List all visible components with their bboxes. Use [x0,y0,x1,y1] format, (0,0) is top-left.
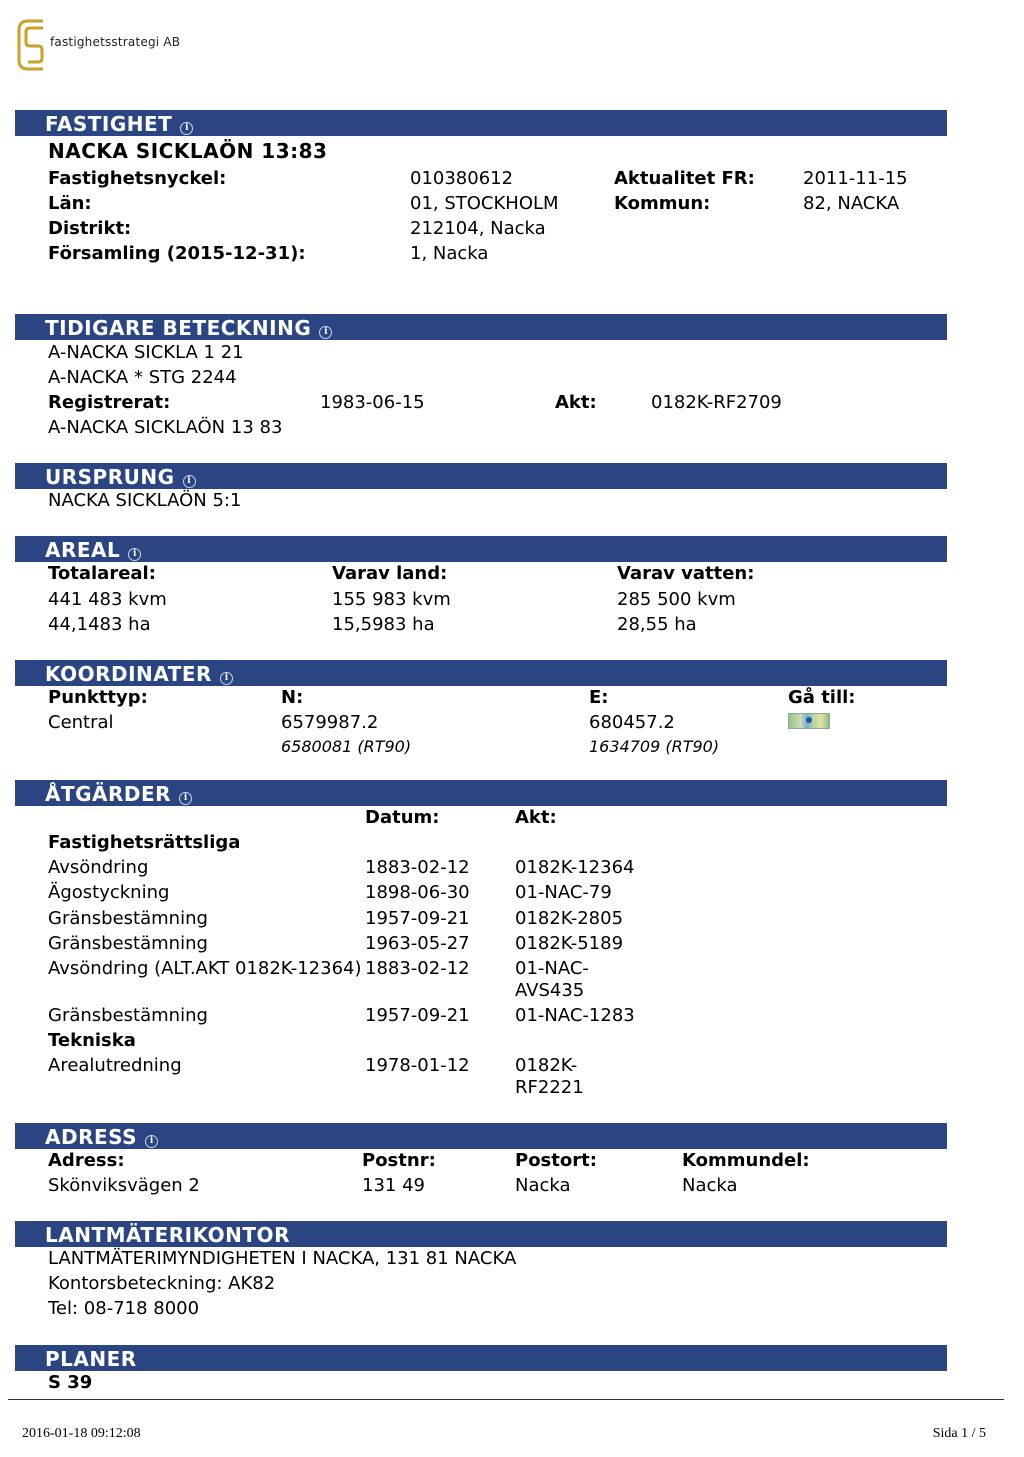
kommundel-value: Nacka [682,1175,738,1196]
tidigare-line-3: A-NACKA SICKLAÖN 13 83 [48,417,283,438]
nyckel-value: 010380612 [410,168,514,189]
vatten-kvm: 285 500 kvm [617,589,736,610]
nyckel-label: Fastighetsnyckel: [48,168,227,189]
registrerat-value: 1983-06-15 [320,392,425,413]
footer-page-number: Sida 1 / 5 [932,1426,986,1441]
forsamling-label: Församling (2015-12-31): [48,243,306,264]
info-icon[interactable]: i [179,792,192,805]
group-tekniska: Tekniska [48,1030,136,1051]
info-icon[interactable]: i [220,672,233,685]
adress-label: Adress: [48,1150,125,1171]
logo-mark-icon [16,18,48,72]
section-header-tidigare [15,314,947,340]
atgard-name: Arealutredning [48,1055,182,1076]
postnr-value: 131 49 [362,1175,425,1196]
vatten-ha: 28,55 ha [617,614,697,635]
aktualitet-value: 2011-11-15 [803,168,908,189]
kommundel-label: Kommundel: [682,1150,810,1171]
distrikt-label: Distrikt: [48,218,132,239]
section-header-areal [15,536,947,562]
forsamling-value: 1, Nacka [410,243,489,264]
section-header-atgarder [15,780,947,806]
section-title: TIDIGARE BETECKNING [45,316,312,340]
vatten-label: Varav vatten: [617,563,755,584]
section-header-adress [15,1123,947,1149]
atgard-akt-continued: RF2221 [515,1077,584,1098]
land-kvm: 155 983 kvm [332,589,451,610]
section-title: LANTMÄTERIKONTOR [45,1223,290,1247]
lantmateri-line-3: Tel: 08-718 8000 [48,1298,200,1319]
totalareal-ha: 44,1483 ha [48,614,151,635]
atgard-datum: 1883-02-12 [365,958,470,979]
map-link-icon[interactable] [788,713,830,729]
land-ha: 15,5983 ha [332,614,435,635]
atgard-name: Ägostyckning [48,882,170,903]
postort-value: Nacka [515,1175,571,1196]
section-header-ursprung [15,463,947,489]
section-title: PLANER [45,1347,137,1371]
lan-value: 01, STOCKHOLM [410,193,559,214]
atgard-name: Gränsbestämning [48,933,208,954]
akt-column-header: Akt: [515,807,557,828]
planer-value: S 39 [48,1372,93,1393]
atgard-datum: 1957-09-21 [365,908,470,929]
section-title: URSPRUNG [45,465,175,489]
atgard-name: Avsöndring (ALT.AKT 0182K-12364) [48,958,362,979]
section-title: AREAL [45,538,121,562]
atgard-datum: 1957-09-21 [365,1005,470,1026]
n-rt90-value: 6580081 (RT90) [281,737,412,756]
section-title: ÅTGÄRDER [45,782,172,806]
atgard-name: Avsöndring [48,857,149,878]
info-icon[interactable]: i [145,1135,158,1148]
section-header-koordinater [15,660,947,686]
atgard-akt: 0182K-5189 [515,933,624,954]
punkttyp-value: Central [48,712,114,733]
distrikt-value: 212104, Nacka [410,218,546,239]
registrerat-label: Registrerat: [48,392,171,413]
section-title: ADRESS [45,1125,138,1149]
group-fastighetsrattsliga: Fastighetsrättsliga [48,832,241,853]
land-label: Varav land: [332,563,448,584]
atgard-akt-continued: AVS435 [515,980,585,1001]
section-header-planer [15,1345,947,1371]
e-value: 680457.2 [589,712,675,733]
atgard-name: Gränsbestämning [48,908,208,929]
totalareal-kvm: 441 483 kvm [48,589,167,610]
atgard-name: Gränsbestämning [48,1005,208,1026]
footer-timestamp: 2016-01-18 09:12:08 [22,1426,141,1441]
punkttyp-label: Punkttyp: [48,687,148,708]
section-title: FASTIGHET [45,112,173,136]
section-header-fastighet [15,110,947,136]
kommun-value: 82, NACKA [803,193,900,214]
n-value: 6579987.2 [281,712,379,733]
info-icon[interactable]: i [128,548,141,561]
kommun-label: Kommun: [614,193,711,214]
info-icon[interactable]: i [319,326,332,339]
atgard-datum: 1883-02-12 [365,857,470,878]
property-name: NACKA SICKLAÖN 13:83 [48,139,328,163]
lantmateri-line-1: LANTMÄTERIMYNDIGHETEN I NACKA, 131 81 NACKA [48,1248,517,1269]
atgard-datum: 1898-06-30 [365,882,470,903]
atgard-akt: 0182K-12364 [515,857,635,878]
info-icon[interactable]: i [180,122,193,135]
datum-column-header: Datum: [365,807,440,828]
logo-text: fastighetsstrategi AB [50,35,181,49]
info-icon[interactable]: i [183,475,196,488]
n-label: N: [281,687,304,708]
e-label: E: [589,687,609,708]
atgard-datum: 1978-01-12 [365,1055,470,1076]
atgard-datum: 1963-05-27 [365,933,470,954]
company-logo [16,18,186,72]
atgard-akt: 01-NAC-79 [515,882,612,903]
tidigare-akt-label: Akt: [555,392,597,413]
postort-label: Postort: [515,1150,597,1171]
ursprung-value: NACKA SICKLAÖN 5:1 [48,490,242,511]
e-rt90-value: 1634709 (RT90) [589,737,720,756]
atgard-akt: 01-NAC-1283 [515,1005,635,1026]
atgard-akt: 0182K-2805 [515,908,624,929]
lantmateri-line-2: Kontorsbeteckning: AK82 [48,1273,276,1294]
atgard-akt: 0182K- [515,1055,578,1076]
postnr-label: Postnr: [362,1150,436,1171]
section-header-lantmateri [15,1221,947,1247]
aktualitet-label: Aktualitet FR: [614,168,755,189]
section-title: KOORDINATER [45,662,212,686]
footer-divider [8,1399,1004,1400]
tidigare-line-1: A-NACKA SICKLA 1 21 [48,342,244,363]
gatill-label: Gå till: [788,687,856,708]
tidigare-akt-value: 0182K-RF2709 [651,392,782,413]
atgard-akt: 01-NAC- [515,958,589,979]
lan-label: Län: [48,193,92,214]
totalareal-label: Totalareal: [48,563,156,584]
tidigare-line-2: A-NACKA * STG 2244 [48,367,237,388]
adress-value: Skönviksvägen 2 [48,1175,200,1196]
